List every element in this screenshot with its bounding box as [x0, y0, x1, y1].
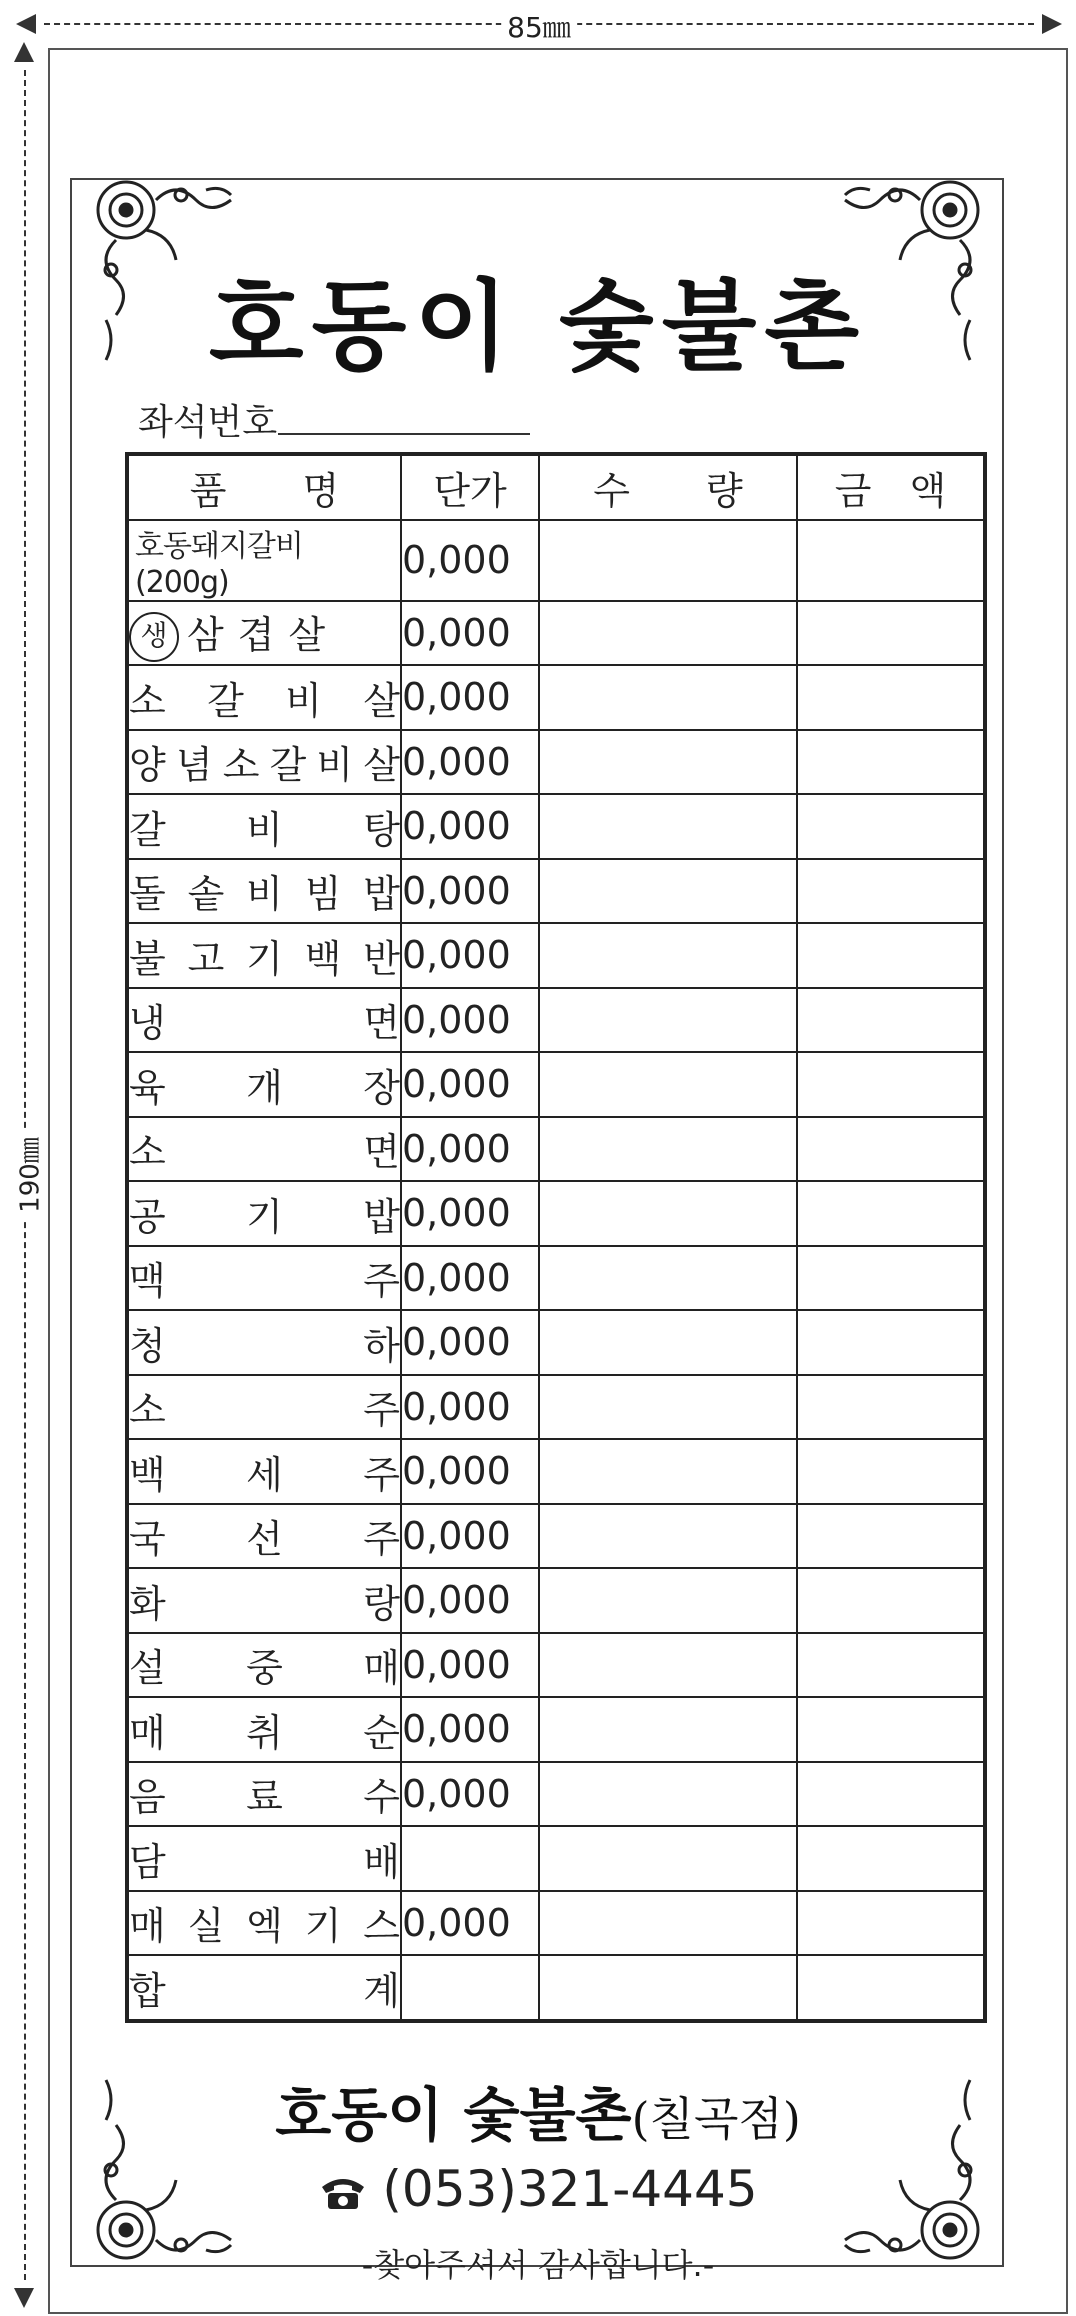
item-name: 소 주 — [129, 1388, 400, 1433]
item-quantity-cell[interactable] — [539, 520, 797, 601]
item-name-cell — [127, 988, 401, 1053]
table-row — [127, 1375, 985, 1440]
item-name-cell — [127, 923, 401, 988]
item-amount-cell[interactable] — [797, 1246, 985, 1311]
item-quantity-cell[interactable] — [539, 1826, 797, 1891]
item-name: 매 실 엑 기 스 — [129, 1904, 400, 1949]
item-name-cell — [127, 730, 401, 795]
item-quantity-cell[interactable] — [539, 665, 797, 730]
item-name-cell — [127, 1117, 401, 1182]
item-quantity-cell[interactable] — [539, 1891, 797, 1956]
footer-branch: (칠곡점) — [631, 2092, 801, 2146]
arrow-left-icon — [14, 12, 38, 36]
item-name: 호동돼지갈비(200g) — [135, 528, 303, 600]
item-amount-cell[interactable] — [797, 1697, 985, 1762]
item-amount-cell[interactable] — [797, 1504, 985, 1569]
item-amount-cell[interactable] — [797, 730, 985, 795]
seat-number-label: 좌석번호 — [138, 402, 278, 443]
item-price — [401, 1826, 539, 1891]
table-row — [127, 601, 985, 666]
item-name-cell — [127, 1568, 401, 1633]
arrow-up-icon — [12, 40, 36, 64]
item-price: 0,000 — [401, 1181, 539, 1246]
item-quantity-cell[interactable] — [539, 1117, 797, 1182]
item-amount-cell[interactable] — [797, 1891, 985, 1956]
item-name-cell — [127, 794, 401, 859]
item-name-cell — [127, 520, 401, 601]
item-amount-cell[interactable] — [797, 859, 985, 924]
item-price: 0,000 — [401, 1697, 539, 1762]
item-amount-cell[interactable] — [797, 988, 985, 1053]
table-row — [127, 730, 985, 795]
item-quantity-cell[interactable] — [539, 1375, 797, 1440]
item-quantity-cell[interactable] — [539, 1181, 797, 1246]
item-quantity-cell[interactable] — [539, 1955, 797, 2021]
item-name-cell — [127, 859, 401, 924]
arrow-right-icon — [1040, 12, 1064, 36]
item-price: 0,000 — [401, 988, 539, 1053]
item-name-cell — [127, 1697, 401, 1762]
item-name-cell — [127, 1052, 401, 1117]
item-name: 양 념 소 갈 비 살 — [129, 743, 400, 788]
item-name: 백 세 주 — [129, 1452, 400, 1497]
table-row — [127, 1439, 985, 1504]
item-name: 공 기 밥 — [129, 1194, 400, 1239]
item-name-cell — [127, 1504, 401, 1569]
item-quantity-cell[interactable] — [539, 730, 797, 795]
item-name: 소 갈 비 살 — [129, 678, 400, 723]
item-quantity-cell[interactable] — [539, 1439, 797, 1504]
item-amount-cell[interactable] — [797, 1310, 985, 1375]
item-name: 매 취 순 — [129, 1710, 400, 1755]
table-row — [127, 1697, 985, 1762]
item-amount-cell[interactable] — [797, 1439, 985, 1504]
item-price: 0,000 — [401, 520, 539, 601]
item-price: 0,000 — [401, 1052, 539, 1117]
item-name: 청 하 — [129, 1323, 400, 1368]
item-name: 육 개 장 — [129, 1065, 400, 1110]
item-quantity-cell[interactable] — [539, 923, 797, 988]
item-quantity-cell[interactable] — [539, 1568, 797, 1633]
table-row — [127, 794, 985, 859]
item-price: 0,000 — [401, 1375, 539, 1440]
table-header-row — [127, 454, 985, 520]
item-price: 0,000 — [401, 1310, 539, 1375]
item-name: 합 계 — [129, 1968, 400, 2013]
thanks-message: -찾아주셔서 감사합니다.- — [361, 2246, 715, 2284]
item-amount-cell[interactable] — [797, 1826, 985, 1891]
item-price: 0,000 — [401, 1439, 539, 1504]
footer-restaurant — [0, 2068, 1076, 2152]
item-price: 0,000 — [401, 794, 539, 859]
header-amount: 금 액 — [797, 454, 985, 520]
item-name: 국 선 주 — [129, 1517, 400, 1562]
item-quantity-cell[interactable] — [539, 794, 797, 859]
item-price: 0,000 — [401, 1504, 539, 1569]
item-name-cell — [127, 665, 401, 730]
item-price: 0,000 — [401, 730, 539, 795]
item-amount-cell[interactable] — [797, 1633, 985, 1698]
item-name: 돌 솥 비 빔 밥 — [129, 872, 400, 917]
item-price: 0,000 — [401, 1246, 539, 1311]
item-price: 0,000 — [401, 1633, 539, 1698]
table-row — [127, 1826, 985, 1891]
item-quantity-cell[interactable] — [539, 1246, 797, 1311]
table-row — [127, 1052, 985, 1117]
fresh-badge: 생 — [129, 612, 179, 662]
restaurant-title: 호동이 숯불촌 — [208, 269, 868, 384]
item-quantity-cell[interactable] — [539, 1052, 797, 1117]
table-row — [127, 1633, 985, 1698]
item-amount-cell[interactable] — [797, 1181, 985, 1246]
item-amount-cell[interactable] — [797, 520, 985, 601]
item-name: 불 고 기 백 반 — [129, 936, 400, 981]
item-name: 담 배 — [129, 1839, 400, 1884]
item-name-cell — [127, 1633, 401, 1698]
item-name-cell — [127, 1826, 401, 1891]
item-amount-cell[interactable] — [797, 1375, 985, 1440]
table-row — [127, 1181, 985, 1246]
item-price: 0,000 — [401, 1568, 539, 1633]
phone-number: (053)321-4445 — [382, 2160, 758, 2218]
table-row — [127, 1891, 985, 1956]
item-amount-cell[interactable] — [797, 794, 985, 859]
item-amount-cell[interactable] — [797, 1568, 985, 1633]
footer-restaurant-name: 호동이 숯불촌 — [275, 2081, 632, 2149]
item-amount-cell[interactable] — [797, 1762, 985, 1827]
item-price: 0,000 — [401, 665, 539, 730]
item-name: 갈 비 탕 — [129, 807, 400, 852]
phone-line — [0, 2160, 1076, 2218]
table-row — [127, 1762, 985, 1827]
item-name: 맥 주 — [129, 1259, 400, 1304]
item-name: 설 중 매 — [129, 1646, 400, 1691]
item-amount-cell[interactable] — [797, 1052, 985, 1117]
item-name: 소 면 — [129, 1130, 400, 1175]
item-name-cell — [127, 601, 401, 666]
item-quantity-cell[interactable] — [539, 859, 797, 924]
item-name-cell — [127, 1375, 401, 1440]
item-name: 냉 면 — [129, 1001, 400, 1046]
item-name: 삼겹살 — [187, 612, 340, 657]
item-name-cell — [127, 1310, 401, 1375]
height-label: 190㎜ — [10, 1131, 47, 1219]
table-row — [127, 859, 985, 924]
header-item: 품 명 — [127, 454, 401, 520]
table-row — [127, 1504, 985, 1569]
item-price: 0,000 — [401, 923, 539, 988]
item-quantity-cell[interactable] — [539, 1633, 797, 1698]
table-row — [127, 1246, 985, 1311]
arrow-down-icon — [12, 2286, 36, 2310]
telephone-icon — [318, 2173, 368, 2213]
item-name: 화 랑 — [129, 1581, 400, 1626]
seat-number-blank[interactable] — [278, 433, 530, 435]
table-row — [127, 665, 985, 730]
item-quantity-cell[interactable] — [539, 1697, 797, 1762]
table-row — [127, 1955, 985, 2021]
item-amount-cell[interactable] — [797, 1955, 985, 2021]
order-table — [125, 452, 987, 2023]
table-row — [127, 520, 985, 601]
item-name-cell — [127, 1439, 401, 1504]
item-quantity-cell[interactable] — [539, 1310, 797, 1375]
table-row — [127, 923, 985, 988]
item-name-cell — [127, 1246, 401, 1311]
item-quantity-cell[interactable] — [539, 988, 797, 1053]
item-price: 0,000 — [401, 859, 539, 924]
item-amount-cell[interactable] — [797, 601, 985, 666]
item-name-cell — [127, 1181, 401, 1246]
header-quantity: 수 량 — [539, 454, 797, 520]
header-unit-price: 단가 — [401, 454, 539, 520]
item-price: 0,000 — [401, 1762, 539, 1827]
item-quantity-cell[interactable] — [539, 1762, 797, 1827]
item-amount-cell[interactable] — [797, 665, 985, 730]
table-row — [127, 1568, 985, 1633]
item-quantity-cell[interactable] — [539, 601, 797, 666]
table-row — [127, 1117, 985, 1182]
table-row — [127, 988, 985, 1053]
item-name-cell — [127, 1955, 401, 2021]
width-label: 85㎜ — [501, 6, 577, 46]
item-price: 0,000 — [401, 601, 539, 666]
item-name-cell — [127, 1891, 401, 1956]
item-price: 0,000 — [401, 1117, 539, 1182]
item-quantity-cell[interactable] — [539, 1504, 797, 1569]
width-dimension — [14, 6, 1064, 46]
item-amount-cell[interactable] — [797, 1117, 985, 1182]
item-name: 음 료 수 — [129, 1775, 400, 1820]
table-row — [127, 1310, 985, 1375]
item-amount-cell[interactable] — [797, 923, 985, 988]
item-name-cell — [127, 1762, 401, 1827]
order-table-body — [127, 520, 985, 2021]
item-price — [401, 1955, 539, 2021]
item-price: 0,000 — [401, 1891, 539, 1956]
